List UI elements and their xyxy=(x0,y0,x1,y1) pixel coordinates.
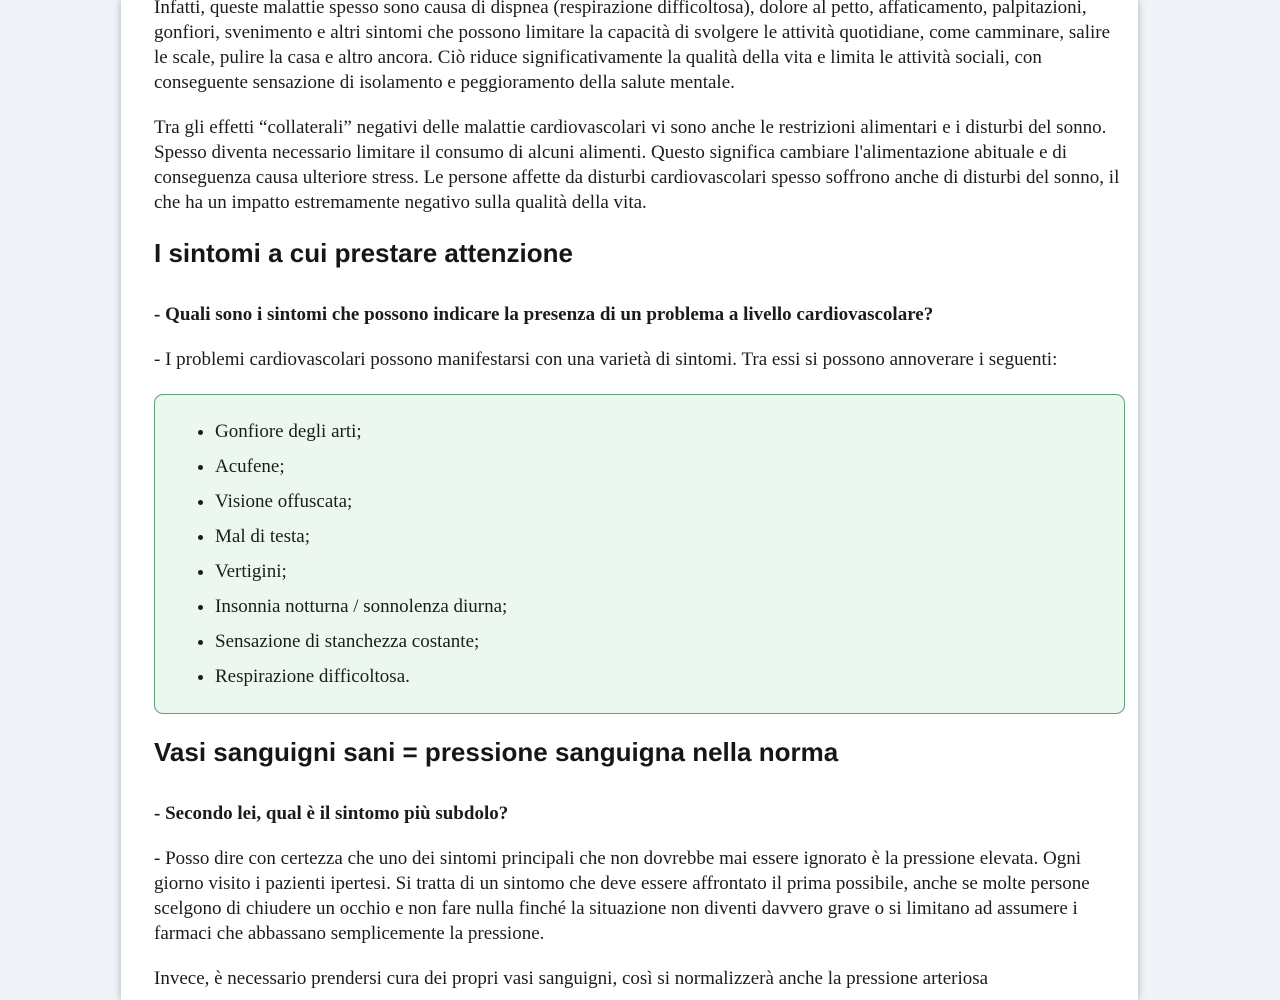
answer-intro-text: - I problemi cardiovascolari possono manifestarsi con una varietà di sintomi. Tra essi si possono annoverare i seguenti: xyxy=(154,349,1058,370)
symptom-item: • Sensazione di stanchezza costante; xyxy=(215,629,1104,654)
symptom-item: • Respirazione difficoltosa. xyxy=(215,664,1104,689)
symptoms-highlight-box xyxy=(154,394,1125,714)
symptom-item: • Visione offuscata; xyxy=(215,489,1104,514)
answer-paragraph-vessels: Invece, è necessario prendersi cura dei propri vasi sanguigni, così si normalizzerà anche la pressione arteriosa xyxy=(154,968,989,989)
symptoms-list xyxy=(175,419,1104,689)
answer-paragraph-pressure: - Posso dire con certezza che uno dei sintomi principali che non dovrebbe mai essere ignorato è la pressione elevata. Ogni giorno visito i pazienti ipertesi. Si tratta di un sintomo che deve essere affrontato il prima possibile, anche se molte persone scelgono di chiudere un occhio e non fare nulla finché la situazione non diventi davvero grave o si limitano ad assumere i farmaci che abbassano semplicemente la pressione. xyxy=(154,848,1090,944)
intro-paragraph-2: Tra gli effetti “collaterali” negativi delle malattie cardiovascolari vi sono anche le restrizioni alimentari e i disturbi del sonno. Spesso diventa necessario limitare il consumo di alcuni alimenti. Questo significa cambiare l'alimentazione abituale e di conseguenza causa ulteriore stress. Le persone affette da disturbi cardiovascolari spesso soffrono anche di disturbi del sonno, il che ha un impatto estremamente negativo sulla qualità della vita. xyxy=(154,117,1120,213)
symptom-item: • Acufene; xyxy=(215,454,1104,479)
symptom-item: • Insonnia notturna / sonnolenza diurna; xyxy=(215,594,1104,619)
intro-paragraph-1: Infatti, queste malattie spesso sono causa di dispnea (respirazione difficoltosa), dolore al petto, affaticamento, palpitazioni, gonfiori, svenimento e altri sintomi che possono limitare la capacità di svolgere le attività quotidiane, come camminare, salire le scale, pulire la casa e altro ancora. Ciò riduce significativamente la qualità della vita e limita le attività sociali, con conseguente sensazione di isolamento e peggioramento della salute mentale. xyxy=(154,0,1111,93)
symptom-item: • Vertigini; xyxy=(215,559,1104,584)
article-card xyxy=(121,0,1138,1000)
symptom-item: • Mal di testa; xyxy=(215,524,1104,549)
interview-question-subdolo: - Secondo lei, qual è il sintomo più subdolo? xyxy=(154,803,509,824)
section-heading-symptoms: I sintomi a cui prestare attenzione xyxy=(154,238,573,268)
article-body xyxy=(154,0,1125,991)
section-heading-blood-vessels: Vasi sanguigni sani = pressione sanguigna nella norma xyxy=(154,737,839,767)
interview-question-symptoms: - Quali sono i sintomi che possono indicare la presenza di un problema a livello cardiovascolare? xyxy=(154,304,934,325)
symptom-item: • Gonfiore degli arti; xyxy=(215,419,1104,444)
